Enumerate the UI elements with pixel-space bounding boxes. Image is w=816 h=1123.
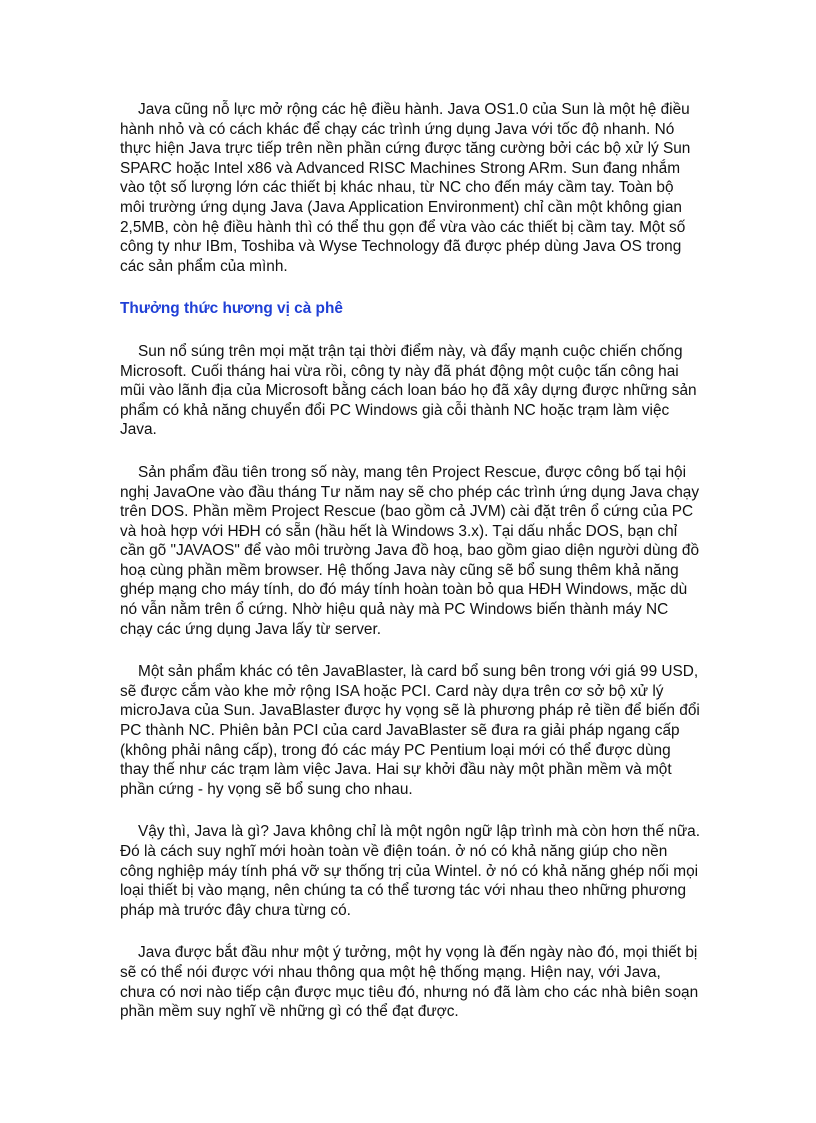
paragraph-spacer [120,319,700,342]
paragraph-sun-vs-microsoft: Sun nổ súng trên mọi mặt trận tại thời điểm này, và đẩy mạnh cuộc chiến chống Microsoft. Cuối tháng hai vừa rồi, công ty này đã phát động một cuộc tấn công hai mũi vào lãnh địa của Microsoft bằng cách loan báo họ đã xây dựng được những sản phẩm có khả năng chuyển đổi PC Windows già cỗi thành NC hoặc trạm làm việc Java. [120,342,697,439]
paragraph-spacer [120,276,700,299]
paragraph-spacer [120,440,700,463]
paragraph-java-os: Java cũng nỗ lực mở rộng các hệ điều hành. Java OS1.0 của Sun là một hệ điều hành nhỏ và có cách khác để chạy các trình ứng dụng Java với tốc độ nhanh. Nó thực hiện Java trực tiếp trên nền phần cứng được tăng cường bởi các bộ xử lý Sun SPARC hoặc Intel x86 và Advanced RISC Machines Strong ARm. Sun đang nhắm vào tột số lượng lớn các thiết bị khác nhau, từ NC cho đến máy cầm tay. Toàn bộ môi trường ứng dụng Java (Java Application Environment) chỉ cần một không gian 2,5MB, còn hệ điều hành thì có thể thu gọn để vừa vào các thiết bị cầm tay. Một số công ty như IBm, Toshiba và Wyse Technology đã được phép dùng Java OS trong các sản phẩm của mình. [120,101,691,275]
document-page [120,100,700,1022]
paragraph-javablaster: Một sản phẩm khác có tên JavaBlaster, là card bổ sung bên trong với giá 99 USD, sẽ được cắm vào khe mở rộng ISA hoặc PCI. Card này dựa trên cơ sở bộ xử lý microJava của Sun. JavaBlaster được hy vọng sẽ là phương pháp rẻ tiền để biến đổi PC thành NC. Phiên bản PCI của card JavaBlaster sẽ đưa ra giải pháp ngang cấp (không phải nâng cấp), trong đó các máy PC Pentium loại mới có thể được dùng thay thế như các trạm làm việc Java. Hai sự khởi đầu này một phần mềm và một phần cứng - hy vọng sẽ bổ sung cho nhau. [120,663,700,798]
paragraph-java-idea: Java được bắt đầu như một ý tưởng, một hy vọng là đến ngày nào đó, mọi thiết bị sẽ có thể nói được với nhau thông qua một hệ thống mạng. Hiện nay, với Java, chưa có nơi nào tiếp cận được mục tiêu đó, nhưng nó đã làm cho các nhà biên soạn phần mềm suy nghĩ về những gì có thể đạt được. [120,944,699,1021]
paragraph-spacer [120,799,700,822]
paragraph-spacer [120,639,700,662]
paragraph-what-is-java: Vậy thì, Java là gì? Java không chỉ là một ngôn ngữ lập trình mà còn hơn thế nữa. Đó là cách suy nghĩ mới hoàn toàn về điện toán. ở nó có khả năng giúp cho nền công nghiệp máy tính phá vỡ sự thống trị của Wintel. ở nó có khả năng ghép nối mọi loại thiết bị vào mạng, nên chúng ta có thể tương tác với nhau theo những phương pháp mà trước đây chưa từng có. [120,823,701,919]
paragraph-spacer [120,920,700,943]
paragraph-project-rescue: Sản phẩm đầu tiên trong số này, mang tên Project Rescue, được công bố tại hội nghị JavaOne vào đầu tháng Tư năm nay sẽ cho phép các trình ứng dụng Java chạy trên DOS. Phần mềm Project Rescue (bao gồm cả JVM) cài đặt trên ổ cứng của PC và hoà hợp với HĐH có sẵn (hầu hết là Windows 3.x). Tại dấu nhắc DOS, bạn chỉ cần gõ "JAVAOS" để vào môi trường Java đồ hoạ, bao gồm giao diện người dùng đồ hoạ cùng phần mềm browser. Hệ thống Java này cũng sẽ bổ sung thêm khả năng ghép mạng cho máy tính, do đó máy tính hoàn toàn bỏ qua HĐH Windows, mặc dù nó vẫn nằm trên ổ cứng. Nhờ hiệu quả này mà PC Windows biến thành máy NC chạy các ứng dụng Java lấy từ server. [120,463,700,638]
section-heading: Thưởng thức hương vị cà phê [120,300,343,318]
